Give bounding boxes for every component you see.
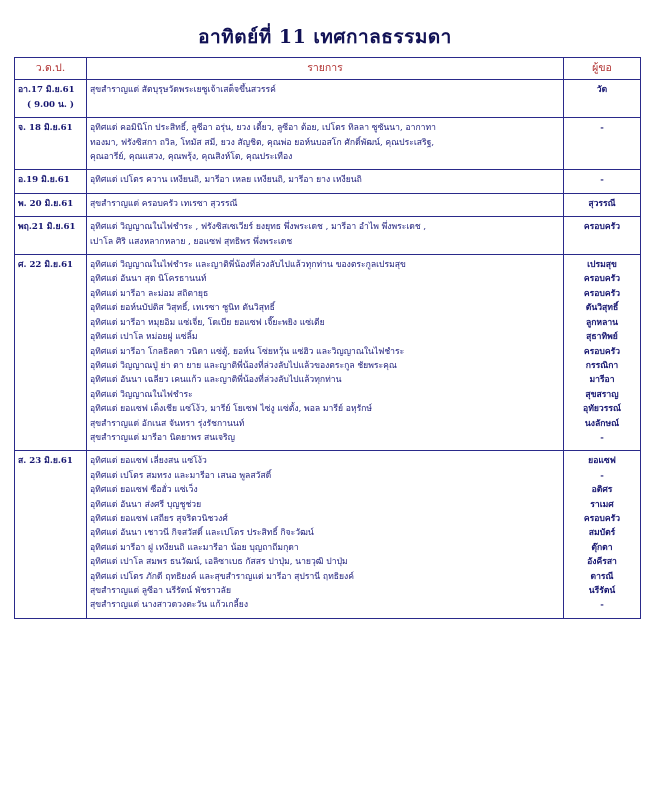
row-items — [87, 451, 564, 618]
intention-line: อุทิศแด่ ยอแซฟ เต็งเชีย แซ่โง้ว, มารีย์ โยเซฟ ไซ่งู แซ่ตั้ง, พอล มารีย์ อหุรักษ์ — [90, 404, 373, 415]
intention-line: อุทิศแด่ คอมินิโก ประสิทธิ์, ลูซีอา อรุ่น, ยวง เตี้ยว, ลูซีอา ต้อย, เปโตร ทิลลา ซูซันนา, อากาทา — [90, 123, 436, 134]
row-requester — [564, 451, 641, 618]
requester-line: ครอบครัว — [583, 274, 621, 285]
intention-line: ทองมา, ฟรังซิสกา ถวิล, โทมัส สมี, ยวง สัญชิต, คุณพ่อ ยอห์นบอสโก ศักดิ์พัฒน์, คุณประเสริฐ, — [90, 137, 435, 148]
intention-line: สุขสำราญแด่ นางสาวดวงตะวัน แก้วเกลี้ยง — [90, 600, 249, 611]
intention-line: อุทิศแด่ อันนา เฉลียว เคนแก้ว และญาติพี่น้องที่ล่วงลับไปแล้วทุกท่าน — [90, 375, 342, 386]
row-requester — [564, 255, 641, 451]
requester-line: สุวรรณี — [588, 198, 616, 209]
requester-line: - — [600, 432, 604, 443]
row-date — [15, 255, 87, 451]
requester-line: สมบัตร์ — [588, 528, 616, 539]
table-row — [15, 118, 641, 170]
intention-line: อุทิศแด่ ยอแซฟ เลี่ยงสน แซ่โง้ว — [90, 456, 207, 467]
requester-line: ครอบครัว — [583, 288, 621, 299]
requester-line: ตันวิสุทธิ์ — [585, 303, 619, 314]
intention-line: อุทิศแด่ มารีอา ฝู เหงียนถิ และมารีอา น้อย บุญถาถีมกุดา — [90, 542, 299, 553]
row-requester — [564, 118, 641, 170]
requester-line: อติศร — [591, 485, 613, 496]
row-date — [15, 451, 87, 618]
intention-line: คุณอารีย์, คุณแสวง, คุณพรุ้ง, คุณสิงห์โต, คุณประเทือง — [90, 152, 293, 163]
requester-line: อังคีรสา — [587, 557, 617, 568]
intention-line: อุทิศแด่ มารีอา โกลธิลดา วนิดา แซ่ตู้, ยอห์น โซ่ยหวุ้น แซ่ฮิว และวิญญาณในไฟชำระ — [90, 346, 405, 357]
requester-line: - — [600, 600, 604, 611]
table-row — [15, 193, 641, 216]
intention-line: อุทิศแด่ เปาโล หม่อยฝู แซ่ลิ้ม — [90, 332, 198, 343]
row-requester — [564, 80, 641, 118]
intention-line: อุทิศแด่ เปโตร ภักดี ฤทธิยงค์ และสุขสำราญแด่ มารีอา สุปรานี ฤทธิยงค์ — [90, 571, 354, 582]
row-items — [87, 170, 564, 193]
row-date — [15, 170, 87, 193]
row-items — [87, 217, 564, 255]
row-items — [87, 80, 564, 118]
requester-line: อุทัยวรรณ์ — [583, 404, 621, 415]
row-date — [15, 80, 87, 118]
requester-line: ดารณี — [590, 571, 614, 582]
intention-line: สุขสำราญแด่ ลูซีอา นรีรัตน์ พัชราวลัย — [90, 586, 231, 596]
header-date: ว.ด.ป. — [15, 58, 87, 80]
requester-line: ลูกหลาน — [585, 317, 619, 328]
row-date-label: ศ. 22 มิ.ย.61 — [18, 260, 74, 271]
requester-line: - — [600, 123, 604, 134]
row-date — [15, 193, 87, 216]
intention-line: อุทิศแด่ วิญญาณในไฟชำระ , ฟรังซิสเซเวียร์ ยงยุทธ พึ่งพระเดช , มารีอา อำไพ พึ่งพระเดช , — [90, 222, 427, 233]
row-items — [87, 255, 564, 451]
row-requester — [564, 170, 641, 193]
intention-line: อุทิศแด่ มารีอา หมุยอิม แซ่เจี่ย, โดเบีย ยอแซฟ เจี๊ยะพยิง แซ่เตีย — [90, 317, 325, 328]
table-header-row — [15, 58, 641, 80]
row-date-label: อ.19 มิ.ย.61 — [18, 175, 70, 186]
requester-line: - — [600, 175, 604, 186]
intention-line: เปาโล ศิริ แสงหลากหลาย , ยอแซฟ สุทธิพร พึ่งพระเดช — [90, 236, 293, 247]
row-date — [15, 217, 87, 255]
row-date-label: พฤ.21 มิ.ย.61 — [18, 222, 76, 233]
row-date — [15, 118, 87, 170]
table-row — [15, 170, 641, 193]
intention-line: สุขสำราญแด่ มารีอา นิตยาพร สนเจริญ — [90, 432, 235, 443]
row-date-label: ส. 23 มิ.ย.61 — [18, 456, 73, 467]
intention-line: อุทิศแด่ ยอห์นบัปติส วิสุทธิ์, เทเรซา ซูนิท ตันวิสุทธิ์ — [90, 303, 275, 314]
schedule-table — [14, 57, 641, 619]
requester-line: มารีอา — [589, 375, 615, 386]
requester-line: ครอบครัว — [583, 346, 621, 357]
requester-line: กรรณิกา — [585, 360, 619, 371]
requester-line: ครอบครัว — [583, 513, 621, 524]
intention-line: สุขสำราญแด่ ครอบครัว เทเรซา สุวรรณี — [90, 198, 238, 209]
requester-line: เปรมสุข — [587, 260, 617, 271]
row-requester — [564, 193, 641, 216]
intention-line: อุทิศแด่ ยอแซฟ ซือฮั่ว แซ่เว็ง — [90, 485, 198, 496]
requester-line: วัด — [596, 85, 608, 96]
table-row — [15, 217, 641, 255]
row-date-label: อา.17 มิ.ย.61 — [18, 85, 75, 96]
row-date-label: พ. 20 มิ.ย.61 — [18, 198, 74, 209]
header-items: รายการ — [87, 58, 564, 80]
table-row — [15, 451, 641, 618]
intention-line: อุทิศแด่ วิญญาณในไฟชำระ และญาติพี่น้องที่ล่วงลับไปแล้วทุกท่าน ของตระกูลเปรมสุข — [90, 260, 406, 271]
requester-line: ยอแซฟ — [588, 456, 616, 467]
intention-line: อุทิศแด่ อันนา สุด นิโครธานนท์ — [90, 274, 207, 285]
requester-line: สุธาทิพย์ — [586, 332, 618, 343]
intention-line: อุทิศแด่ วิญญาณปู่ ย่า ตา ยาย และญาติพี่น้องที่ล่วงลับไปแล้วของตระกูล ชัยพระคุณ — [90, 360, 397, 371]
row-items — [87, 118, 564, 170]
intention-line: อุทิศแด่ ยอแซฟ เสถียร สุจริตวนิชวงศ์ — [90, 513, 228, 524]
intention-line: สุขสำราญแด่ สัตบุรุษวัดพระเยซูเจ้าเสด็จขึ้นสวรรค์ — [90, 85, 276, 96]
intention-line: อุทิศแด่ เปโตร ควาน เหงียนถิ, มารีอา เหลย เหงียนถิ, มารีอา ยาง เหงียนถิ — [90, 175, 362, 186]
requester-line: ราเมศ — [590, 499, 614, 510]
row-date-time: ( 9.00 น. ) — [27, 99, 74, 110]
intention-line: อุทิศแด่ อันนา ส่งศรี บุญชูช่วย — [90, 499, 202, 510]
intention-line: อุทิศแด่ วิญญาณในไฟชำระ — [90, 389, 193, 400]
requester-line: นงลักษณ์ — [584, 418, 620, 429]
row-items — [87, 193, 564, 216]
table-row — [15, 80, 641, 118]
intention-line: อุทิศแด่ เปาโล สมพร ธนวัฒน์, เอลิซาเบธ กัสสร ปาปุ่ม, นายวุฒิ ปาปุ่ม — [90, 557, 348, 568]
requester-line: นรีรัตน์ — [588, 586, 616, 596]
requester-line: สุขสราญ — [585, 389, 619, 400]
intention-line: อุทิศแด่ อันนา เชาวนี กิจสวัสดิ์ และเปโตร ประสิทธิ์ กิจะวัฒน์ — [90, 528, 314, 539]
intention-line: อุทิศแด่ เปโตร สมทรง และมารีอา เสนอ พูลสวัสดิ์ — [90, 470, 272, 481]
header-requester: ผู้ขอ — [564, 58, 641, 80]
requester-line: - — [600, 470, 604, 481]
intention-line: สุขสำราญแด่ อักเนส จันทรา รุ่งรัชกานนท์ — [90, 418, 245, 429]
table-row — [15, 255, 641, 451]
requester-line: ตุ๊กตา — [591, 542, 613, 553]
page-title: อาทิตย์ที่ 11 เทศกาลธรรมดา — [198, 26, 452, 48]
requester-line: ครอบครัว — [583, 222, 621, 233]
row-requester — [564, 217, 641, 255]
row-date-label: จ. 18 มิ.ย.61 — [18, 123, 73, 134]
intention-line: อุทิศแด่ มารีอา ละม่อม สถิตายุธ — [90, 288, 209, 299]
